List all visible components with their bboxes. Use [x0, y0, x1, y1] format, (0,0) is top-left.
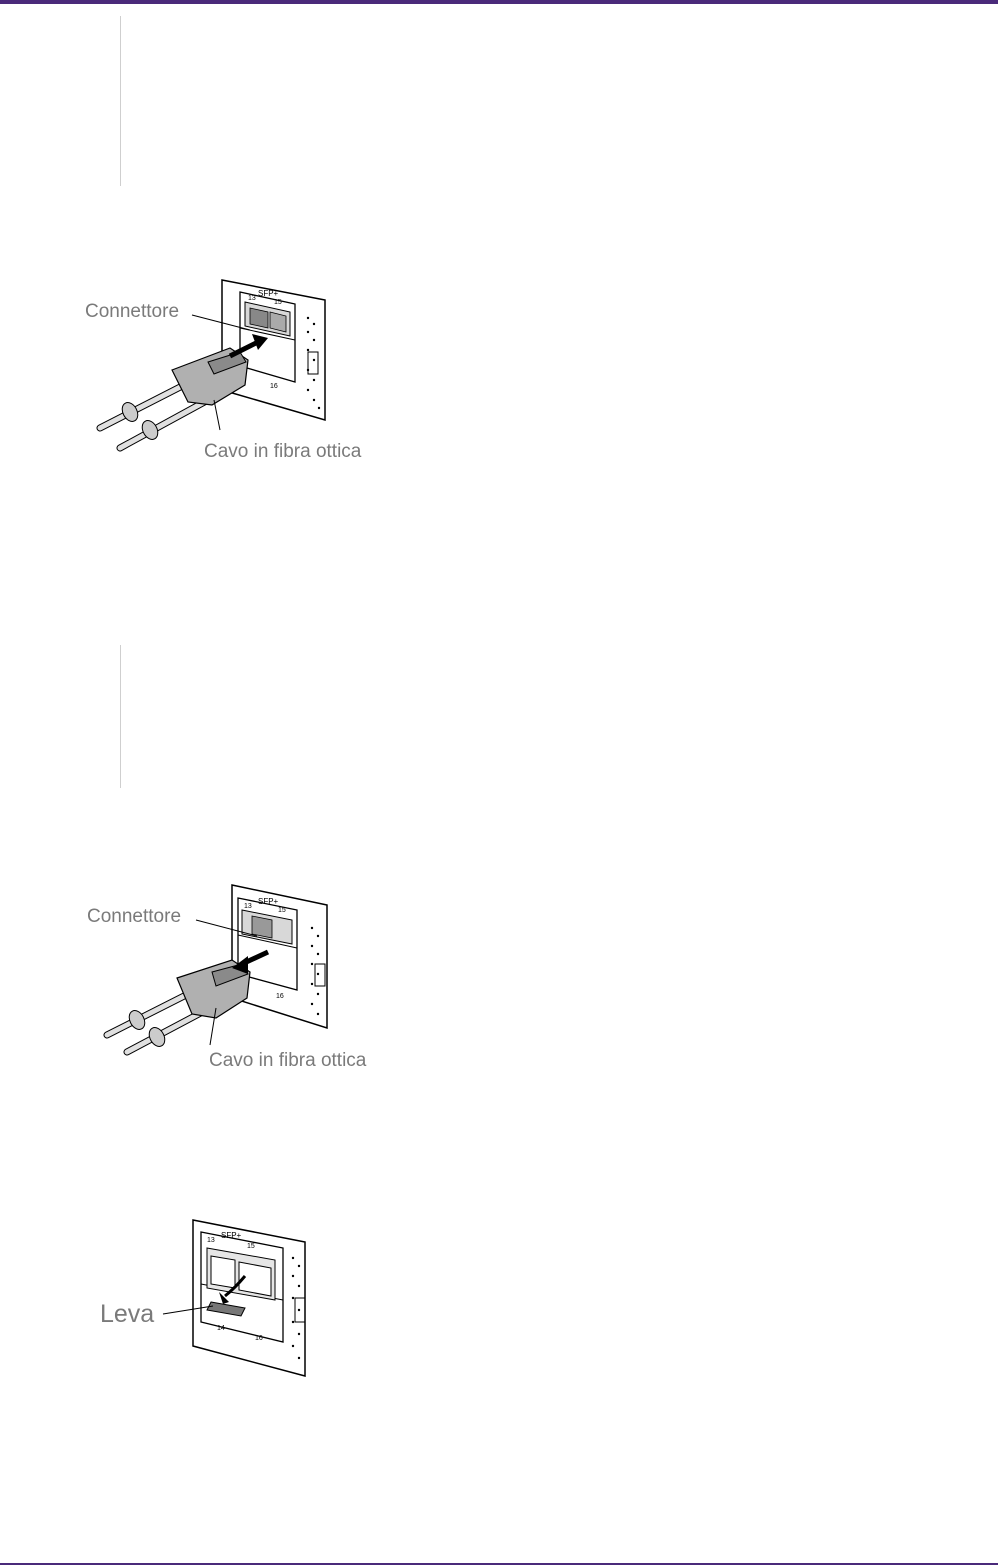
figure-insert-cable-drawing [80, 270, 400, 470]
svg-text:SFP+: SFP+ [258, 289, 279, 298]
svg-text:16: 16 [276, 993, 284, 1000]
footer-rule [0, 1563, 998, 1565]
svg-text:14: 14 [217, 1325, 225, 1332]
note-bar-2 [120, 645, 121, 788]
figure-lever [95, 1218, 315, 1378]
svg-text:SFP+: SFP+ [258, 897, 279, 906]
lever-label: Leva [100, 1300, 155, 1328]
figure-lever-drawing [95, 1218, 315, 1378]
svg-text:13: 13 [244, 903, 252, 910]
svg-text:13: 13 [207, 1237, 215, 1244]
connector-label: Connettore [87, 906, 182, 927]
fiber-cable-label: Cavo in fibra ottica [209, 1050, 367, 1071]
svg-text:SFP+: SFP+ [221, 1231, 242, 1240]
figure-remove-cable [82, 880, 402, 1080]
svg-text:16: 16 [270, 383, 278, 390]
connector-label: Connettore [85, 301, 180, 322]
svg-text:15: 15 [274, 299, 282, 306]
svg-text:16: 16 [255, 1335, 263, 1342]
fiber-cable-label: Cavo in fibra ottica [204, 441, 362, 462]
header-rule [0, 0, 998, 4]
svg-text:13: 13 [248, 295, 256, 302]
figure-insert-cable [80, 270, 400, 470]
svg-text:15: 15 [278, 907, 286, 914]
note-bar-1 [120, 16, 121, 186]
svg-text:15: 15 [247, 1243, 255, 1250]
